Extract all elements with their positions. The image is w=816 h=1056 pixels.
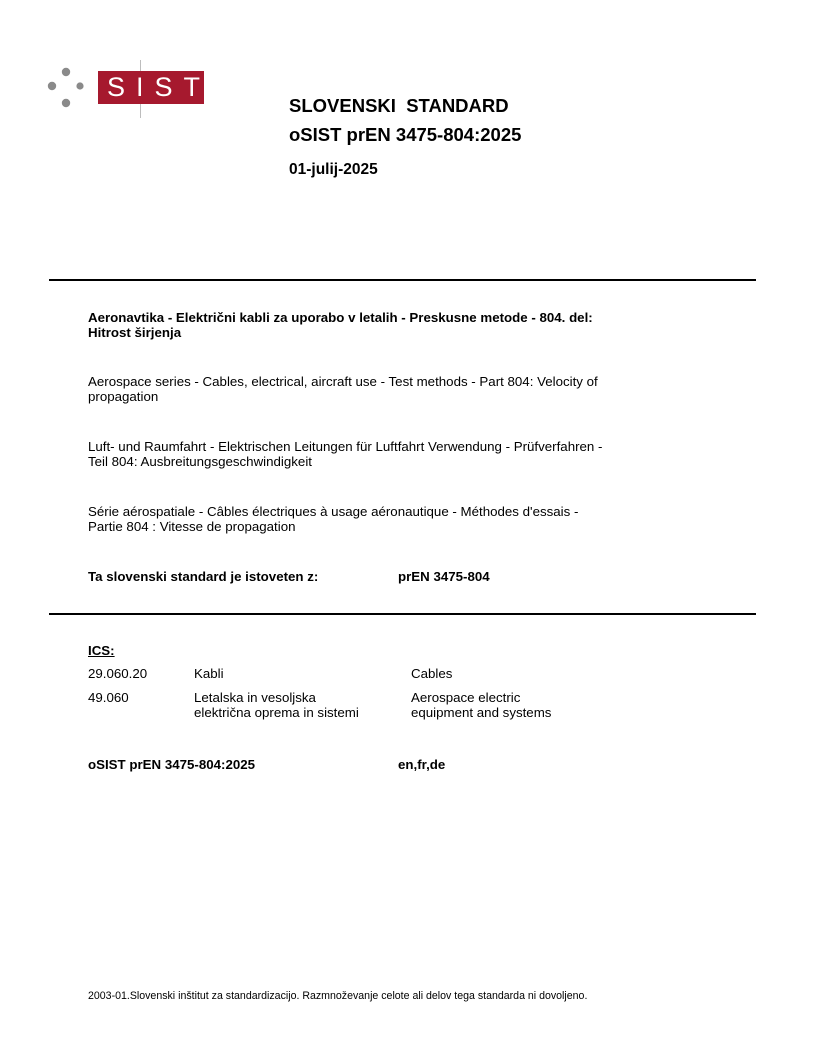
title-line: Luft- und Raumfahrt - Elektrischen Leitungen für Luftfahrt Verwendung - Prüfverfahren -: [88, 439, 603, 454]
ics-line: Kabli: [194, 666, 224, 681]
logo-dot: [62, 68, 70, 76]
logo-dot: [76, 82, 83, 89]
ics-description-sl: [194, 691, 410, 720]
title-line: Hitrost širjenja: [88, 324, 182, 340]
footer-standard-code: oSIST prEN 3475-804:2025: [88, 757, 256, 772]
footer-languages: en,fr,de: [398, 757, 446, 772]
ics-line: Aerospace electric: [411, 690, 521, 705]
ics-description-en: [411, 667, 631, 682]
ics-line: Letalska in vesoljska: [194, 690, 316, 705]
title-line: Aeronavtika - Električni kabli za uporabo v letalih - Preskusne metode - 804. del:: [88, 310, 593, 325]
identity-label: Ta slovenski standard je istoveten z:: [88, 569, 319, 584]
ics-line: equipment and systems: [411, 704, 552, 720]
ics-description-sl: [194, 667, 410, 682]
title-line: Teil 804: Ausbreitungsgeschwindigkeit: [88, 453, 312, 469]
ics-line: Cables: [411, 666, 453, 681]
standard-code: oSIST prEN 3475-804:2025: [289, 124, 522, 145]
sist-logo: SIST: [98, 71, 204, 104]
logo-dot: [62, 99, 70, 107]
title-english: [88, 375, 728, 404]
publication-date: 01-julij-2025: [289, 161, 378, 178]
title-german: [88, 440, 728, 469]
title-french: [88, 505, 728, 534]
title-slovenian: [88, 311, 728, 340]
ics-label: ICS:: [88, 643, 115, 658]
title-line: Aerospace series - Cables, electrical, aircraft use - Test methods - Part 804: Velocity of: [88, 374, 598, 389]
divider-top: [49, 279, 756, 281]
document-type: SLOVENSKI STANDARD: [289, 95, 509, 116]
identity-value: prEN 3475-804: [398, 569, 490, 584]
logo-dot: [48, 82, 56, 90]
ics-description-en: [411, 691, 631, 720]
title-line: Partie 804 : Vitesse de propagation: [88, 518, 296, 534]
sist-logo-dots: [46, 66, 90, 110]
ics-code: 29.060.20: [88, 666, 148, 681]
divider-bottom: [49, 613, 756, 615]
title-line: Série aérospatiale - Câbles électriques à usage aéronautique - Méthodes d'essais -: [88, 504, 579, 519]
copyright-notice: 2003-01.Slovenski inštitut za standardizacijo. Razmnoževanje celote ali delov tega standarda ni dovoljeno.: [88, 990, 588, 1002]
title-line: propagation: [88, 388, 159, 404]
ics-line: električna oprema in sistemi: [194, 704, 359, 720]
ics-code: 49.060: [88, 690, 129, 705]
